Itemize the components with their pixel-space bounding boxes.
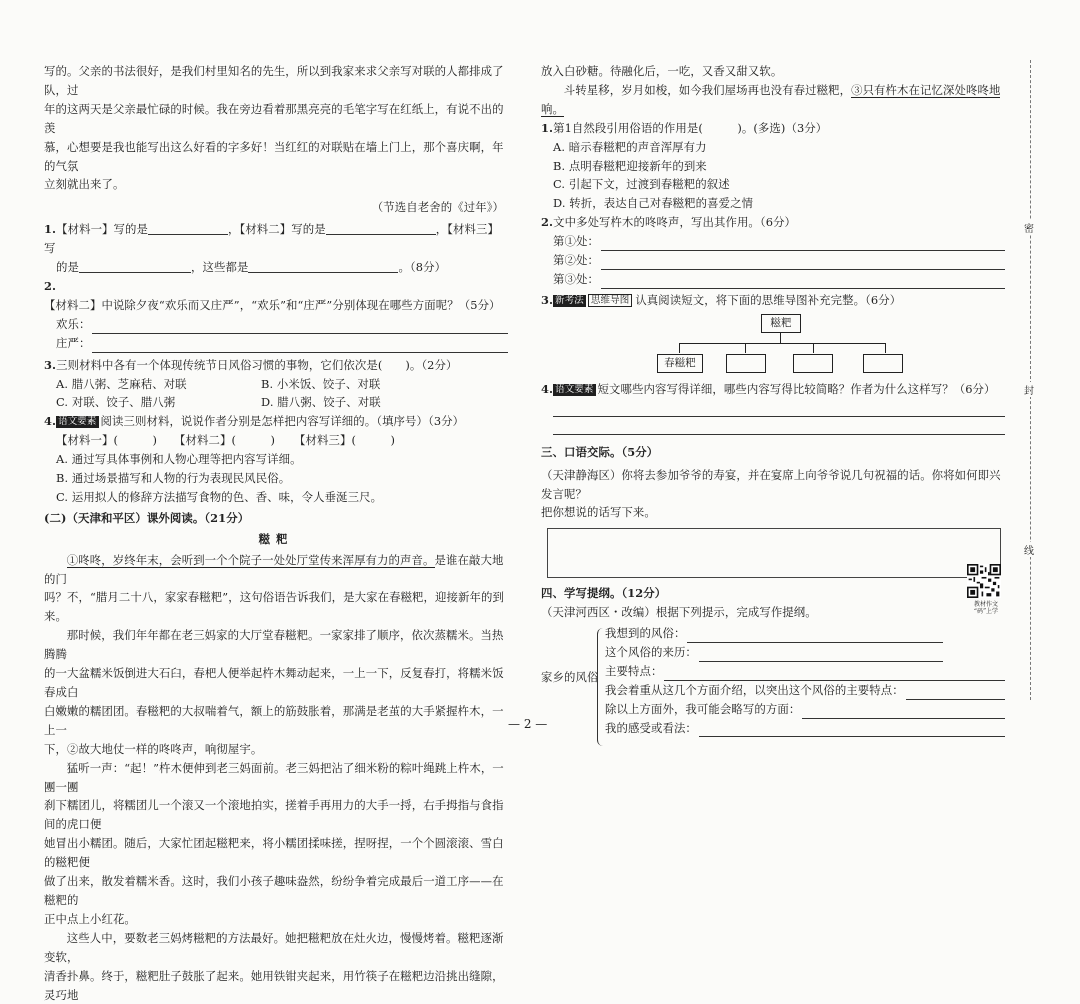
right-column xyxy=(541,62,1011,754)
answer-blank[interactable] xyxy=(79,260,191,273)
story-line: 的一大盆糯米饭倒进大石臼，春杷人便举起杵木舞动起来，一上一下，反复春打，将糯米饭春成白 xyxy=(44,666,504,699)
sq2-answer-row: 第②处： xyxy=(553,251,1005,270)
outline-list xyxy=(605,624,1005,737)
story-question-2: 2.文中多处写杵木的咚咚声，写出其作用。（6分） xyxy=(541,215,797,230)
q3-options-row xyxy=(56,393,508,412)
q4-option-c: C. 运用拟人的修辞方法描写食物的色、香、味，令人垂涎三尺。 xyxy=(56,489,383,504)
story-question-4: 4. 语文要素 短文哪些内容写得详细，哪些内容写得比较简略？作者为什么这样写？（6分） xyxy=(541,381,996,396)
sq1-option-a[interactable]: A. 暗示春糍粑的声音浑厚有力 xyxy=(553,139,707,154)
page-number: — 2 — xyxy=(508,717,548,731)
answer-blank[interactable] xyxy=(326,222,436,235)
answer-line[interactable] xyxy=(601,274,1005,289)
intro-line: 写的。父亲的书法很好，是我们村里知名的先生，所以到我家来求父亲写对联的人都排成了队，过 xyxy=(44,64,504,97)
option-d[interactable]: D. 腊八粥、饺子、对联 xyxy=(261,395,381,410)
joy-answer-line[interactable] xyxy=(92,319,508,334)
section-2-heading: (二)（天津和平区）课外阅读。（21分） xyxy=(44,510,250,525)
mind-map-blank-box[interactable] xyxy=(793,354,833,373)
story-line: 这些人中，要数老三妈烤糍粑的方法最好。她把糍粑放在灶火边，慢慢烤着。糍粑逐渐变软， xyxy=(44,930,504,964)
answer-blank[interactable] xyxy=(148,222,228,235)
binding-line xyxy=(1030,60,1031,700)
story-line: 那时候，我们年年都在老三妈家的大厅堂春糍粑。一家家排了顺序，依次蒸糯米。当热腾腾 xyxy=(44,628,504,662)
mind-map-connector xyxy=(679,343,885,344)
answer-blank[interactable] xyxy=(248,260,398,273)
binding-char: 密 xyxy=(1022,220,1036,235)
brace-icon xyxy=(597,628,604,746)
binding-char: 线 xyxy=(1022,542,1036,557)
mind-map-blank-box[interactable] xyxy=(863,354,903,373)
section-4-heading: 四、学写提纲。（12分） xyxy=(541,586,667,601)
mind-map-connector xyxy=(745,343,746,353)
binding-char: 封 xyxy=(1022,382,1036,397)
joy-answer-row: 欢乐： xyxy=(56,315,508,334)
option-c[interactable]: C. 对联、饺子、腊八粥 xyxy=(56,395,176,410)
tag-badge: 思维导图 xyxy=(588,294,632,307)
outline-item: 我会着重从这几个方面介绍，以突出这个风俗的主要特点： xyxy=(605,681,1005,700)
section-3-prompt-cont: 把你想说的话写下来。 xyxy=(541,505,656,520)
option-b[interactable]: B. 小米饭、饺子、对联 xyxy=(261,376,381,391)
option-a[interactable]: A. 腊八粥、芝麻秸、对联 xyxy=(56,376,187,391)
sq2-answer-row: 第③处： xyxy=(553,270,1005,289)
story-question-1: 1.第1自然段引用俗语的作用是( )。(多选)（3分） xyxy=(541,120,828,135)
question-4: 4. 语文要素 阅读三则材料，说说作者分别是怎样把内容写详细的。（填序号）（3分） xyxy=(44,414,465,429)
intro-line: 立刻就出来了。 xyxy=(44,177,125,192)
question-1: 1.【材料一】写的是 ，【材料二】写的是 ，【材料三】写 xyxy=(44,222,499,256)
story-last-paragraph: 斗转星移，岁月如梭，如今我们屋场再也没有春过糍粑，③只有杵木在记忆深处咚咚地响。 xyxy=(541,82,1001,116)
answer-line[interactable] xyxy=(601,255,1005,270)
question-1-cont: 的是 ，这些都是 。（8分） xyxy=(56,260,447,275)
sq2-answer-row: 第①处： xyxy=(553,232,1005,251)
question-3: 3.三则材料中各有一个体现传统节日风俗习惯的事物，它们依次是( )。（2分） xyxy=(44,357,458,372)
story-line: 清香扑鼻。终于，糍粑肚子鼓胀了起来。她用铁钳夹起来，用竹筷子在糍粑边沿挑出缝隙，灵巧地 xyxy=(44,968,504,1002)
outline-answer-line[interactable] xyxy=(802,704,1005,719)
section-3-heading: 三、口语交际。（5分） xyxy=(541,444,659,459)
outline-answer-line[interactable] xyxy=(664,666,1005,681)
story-line: 猛听一声：“起！”杵木便伸到老三妈面前。老三妈把沾了细米粉的粽叶绳跳上杵木，一團一團 xyxy=(44,760,504,794)
q3-options-row xyxy=(56,375,508,394)
solemn-answer-line[interactable] xyxy=(92,338,508,353)
story-line: 下，②故大地仗一样的咚咚声，响彻屋宇。 xyxy=(44,741,263,756)
solemn-answer-row: 庄严： xyxy=(56,334,508,353)
sq1-option-c[interactable]: C. 引起下文，过渡到春糍粑的叙述 xyxy=(553,177,730,192)
intro-line: 年的这两天是父亲最忙碌的时候。我在旁边看着那黑亮亮的毛笔字写在红纸上，有说不出的羡 xyxy=(44,101,504,135)
mind-map-child-1: 春糍粑 xyxy=(657,354,703,373)
writing-outline xyxy=(541,624,1011,754)
mind-map-blank-box[interactable] xyxy=(726,354,766,373)
answer-line[interactable] xyxy=(553,417,1005,435)
outline-answer-line[interactable] xyxy=(699,647,943,662)
story-line: 她冒出小糯团。随后，大家忙团起糍粑来，将小糯团揉味搓，捏呀捏，一个个圆滚滚、雪白的糍粑便 xyxy=(44,836,504,870)
story-question-3: 3. 新考法 思维导图 认真阅读短文，将下面的思维导图补充完整。（6分） xyxy=(541,292,902,307)
story-line: 白嫩嫩的糯团团。春糍粑的大叔喘着气，额上的筋鼓胀着，那满是老茧的大手紧握杵木，一上一 xyxy=(44,703,504,737)
qr-code-icon[interactable] xyxy=(967,564,1001,598)
outline-item: 我的感受或看法： xyxy=(605,719,1005,738)
story-paragraph-1: ①咚咚，岁终年末，会听到一个个院子一处处厅堂传来浑厚有力的声音。是谁在敲大地的门 xyxy=(44,552,504,586)
section-4-prompt: （天津河西区・改编）根据下列提示，完成写作提纲。 xyxy=(541,605,817,620)
material-1-blank[interactable]: 【材料一】( ) xyxy=(56,433,158,448)
tag-badge: 语文要素 xyxy=(555,383,594,395)
story-line: 放入白砂糖。待融化后，一吃，又香又甜又软。 xyxy=(541,64,783,78)
answer-line[interactable] xyxy=(601,236,1005,251)
outline-answer-line[interactable] xyxy=(699,722,1005,737)
mind-map-connector xyxy=(679,343,680,353)
question-2: 2.【材料二】中说除夕夜“欢乐而又庄严”，“欢乐”和“庄严”分别体现在哪些方面呢？（5分） xyxy=(44,278,501,312)
outline-item: 除以上方面外，我可能会略写的方面： xyxy=(605,700,1005,719)
material-3-blank[interactable]: 【材料三】( ) xyxy=(294,433,396,448)
story-line: 做了出来，散发着糯米香。这时，我们小孩子趣味盎然，纷纷争着完成最后一道工序——在糍粑的 xyxy=(44,874,504,907)
outline-item: 主要特点： xyxy=(605,662,1005,681)
mind-map-root: 糍粑 xyxy=(761,314,801,333)
outline-answer-line[interactable] xyxy=(687,628,943,643)
intro-line: 慕，心想要是我也能写出这么好看的字多好！当红红的对联贴在墙上门上，那个喜庆啊，年的气氛 xyxy=(44,139,504,173)
outline-topic: 家乡的风俗 xyxy=(541,670,599,685)
sq1-option-d[interactable]: D. 转折，表达自己对春糍粑的喜爱之情 xyxy=(553,196,754,211)
left-column xyxy=(44,62,508,1004)
outline-answer-line[interactable] xyxy=(906,685,1005,700)
q4-option-b: B. 通过场景描写和人物的行为表现民风民俗。 xyxy=(56,471,291,486)
outline-item: 这个风俗的来历： xyxy=(605,643,1005,662)
story-title: 糍粑 xyxy=(258,531,294,546)
story-line: 刹下糯团儿，将糯团儿一个滚又一个滚地拍实，搓着手再用力的大手一捋，右手拇指与食指间的虎口便 xyxy=(44,798,504,832)
story-paragraph-1-cont: 吗？不，“腊月二十八，家家春糍粑”，这句俗语告诉我们，是大家在春糍粑，迎接新年的到来。 xyxy=(44,590,504,624)
tag-badge: 新考法 xyxy=(555,294,584,306)
mind-map-connector xyxy=(885,343,886,353)
answer-line[interactable] xyxy=(553,399,1005,417)
material-2-blank[interactable]: 【材料二】( ) xyxy=(174,433,276,448)
qr-caption: 教材作文 “码”上学 xyxy=(973,601,999,615)
speech-answer-box[interactable] xyxy=(547,528,1001,578)
sq1-option-b[interactable]: B. 点明春糍粑迎接新年的到来 xyxy=(553,158,707,173)
mind-map-connector xyxy=(813,343,814,353)
tag-badge: 语文要素 xyxy=(58,416,97,428)
mind-map xyxy=(541,312,1011,378)
q4-option-a: A. 通过写具体事例和人物心理等把内容写详细。 xyxy=(56,452,302,467)
story-line: 正中点上小红花。 xyxy=(44,911,136,926)
outline-item: 我想到的风俗： xyxy=(605,624,1005,643)
q4-material-blanks xyxy=(56,431,508,450)
mind-map-connector xyxy=(780,333,781,343)
section-3-prompt: （天津静海区）你将去参加爷爷的寿宴，并在宴席上向爷爷说几句祝福的话。你将如何即兴发言呢？ xyxy=(541,467,1001,501)
source-citation: （节选自老舍的《过年》） xyxy=(371,200,504,215)
